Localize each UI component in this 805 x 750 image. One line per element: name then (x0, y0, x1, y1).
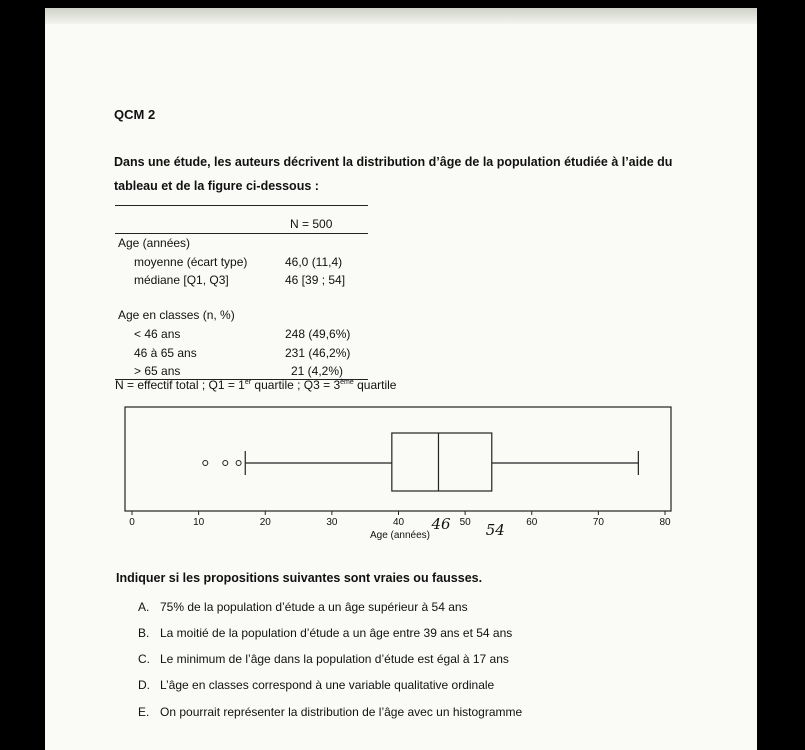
table-footnote (115, 378, 396, 392)
class1-label: < 46 ans (134, 327, 181, 341)
class1-value: 248 (49,6%) (285, 327, 351, 341)
footnote-part-a: N = effectif total ; Q1 = 1 (115, 378, 245, 392)
choice-a[interactable] (138, 600, 468, 614)
footnote-part-b: quartile ; Q3 = 3 (251, 378, 341, 392)
x-tick-label: 80 (659, 517, 671, 528)
x-tick-label: 60 (526, 517, 538, 528)
iqr-box (392, 433, 492, 491)
x-tick-label: 50 (459, 517, 471, 528)
choice-text: L’âge en classes correspond à une variable qualitative ordinale (160, 678, 495, 692)
mean-value: 46,0 (11,4) (285, 255, 343, 269)
outlier-point (203, 461, 208, 466)
median-value: 46 [39 ; 54] (285, 273, 346, 287)
section-age-classes: Age en classes (n, %) (118, 308, 235, 322)
choice-text: On pourrait représenter la distribution de l’âge avec un histogramme (160, 705, 523, 719)
page-top-edge (45, 8, 757, 24)
choice-d[interactable] (138, 678, 494, 692)
x-tick-label: 20 (259, 517, 271, 528)
median-label: médiane [Q1, Q3] (134, 273, 229, 287)
table-top-rule (115, 205, 368, 206)
choice-c[interactable] (138, 652, 509, 666)
x-axis-label: Age (années) (369, 530, 431, 541)
choice-text: Le minimum de l’âge dans la population d’étude est égal à 17 ans (160, 652, 509, 666)
x-axis-ticks (129, 511, 671, 528)
choice-letter: E. (138, 705, 150, 719)
choice-letter: D. (138, 678, 150, 692)
choice-text: 75% de la population d’étude a un âge supérieur à 54 ans (160, 600, 468, 614)
class3-label: > 65 ans (134, 364, 181, 378)
class3-value: 21 (4,2%) (291, 364, 344, 378)
footnote-sup-third: ème (340, 379, 354, 386)
choice-letter: A. (138, 600, 150, 614)
choice-letter: C. (138, 652, 150, 666)
boxplot-marks (203, 433, 639, 491)
x-tick-label: 30 (326, 517, 338, 528)
handwritten-46: 46 (431, 515, 451, 533)
question-intro: Dans une étude, les auteurs décrivent la distribution d’âge de la population étudiée à l’aide du tableau et de la figure ci-dessous : (114, 155, 673, 193)
question-prompt: Indiquer si les propositions suivantes sont vraies ou fausses. (116, 571, 483, 585)
choice-letter: B. (138, 626, 150, 640)
handwritten-54: 54 (485, 521, 505, 539)
x-tick-label: 10 (193, 517, 205, 528)
mean-label: moyenne (écart type) (134, 255, 248, 269)
section-age: Age (années) (118, 236, 191, 250)
x-tick-label: 0 (129, 517, 135, 528)
table-header-rule (115, 233, 368, 234)
choice-b[interactable] (138, 626, 512, 640)
footnote-sup-first: er (244, 379, 252, 386)
x-tick-label: 40 (392, 517, 405, 528)
outlier-point (223, 461, 228, 466)
outlier-point (236, 461, 241, 466)
table-header: N = 500 (290, 217, 333, 231)
class2-label: 46 à 65 ans (134, 346, 197, 360)
class2-value: 231 (46,2%) (285, 346, 351, 360)
age-boxplot (110, 404, 700, 544)
question-title: QCM 2 (114, 107, 156, 122)
choice-e[interactable] (138, 705, 522, 719)
footnote-part-c: quartile (353, 378, 397, 392)
plot-frame (125, 407, 671, 511)
x-tick-label: 70 (592, 517, 604, 528)
choice-text: La moitié de la population d’étude a un âge entre 39 ans et 54 ans (160, 626, 513, 640)
